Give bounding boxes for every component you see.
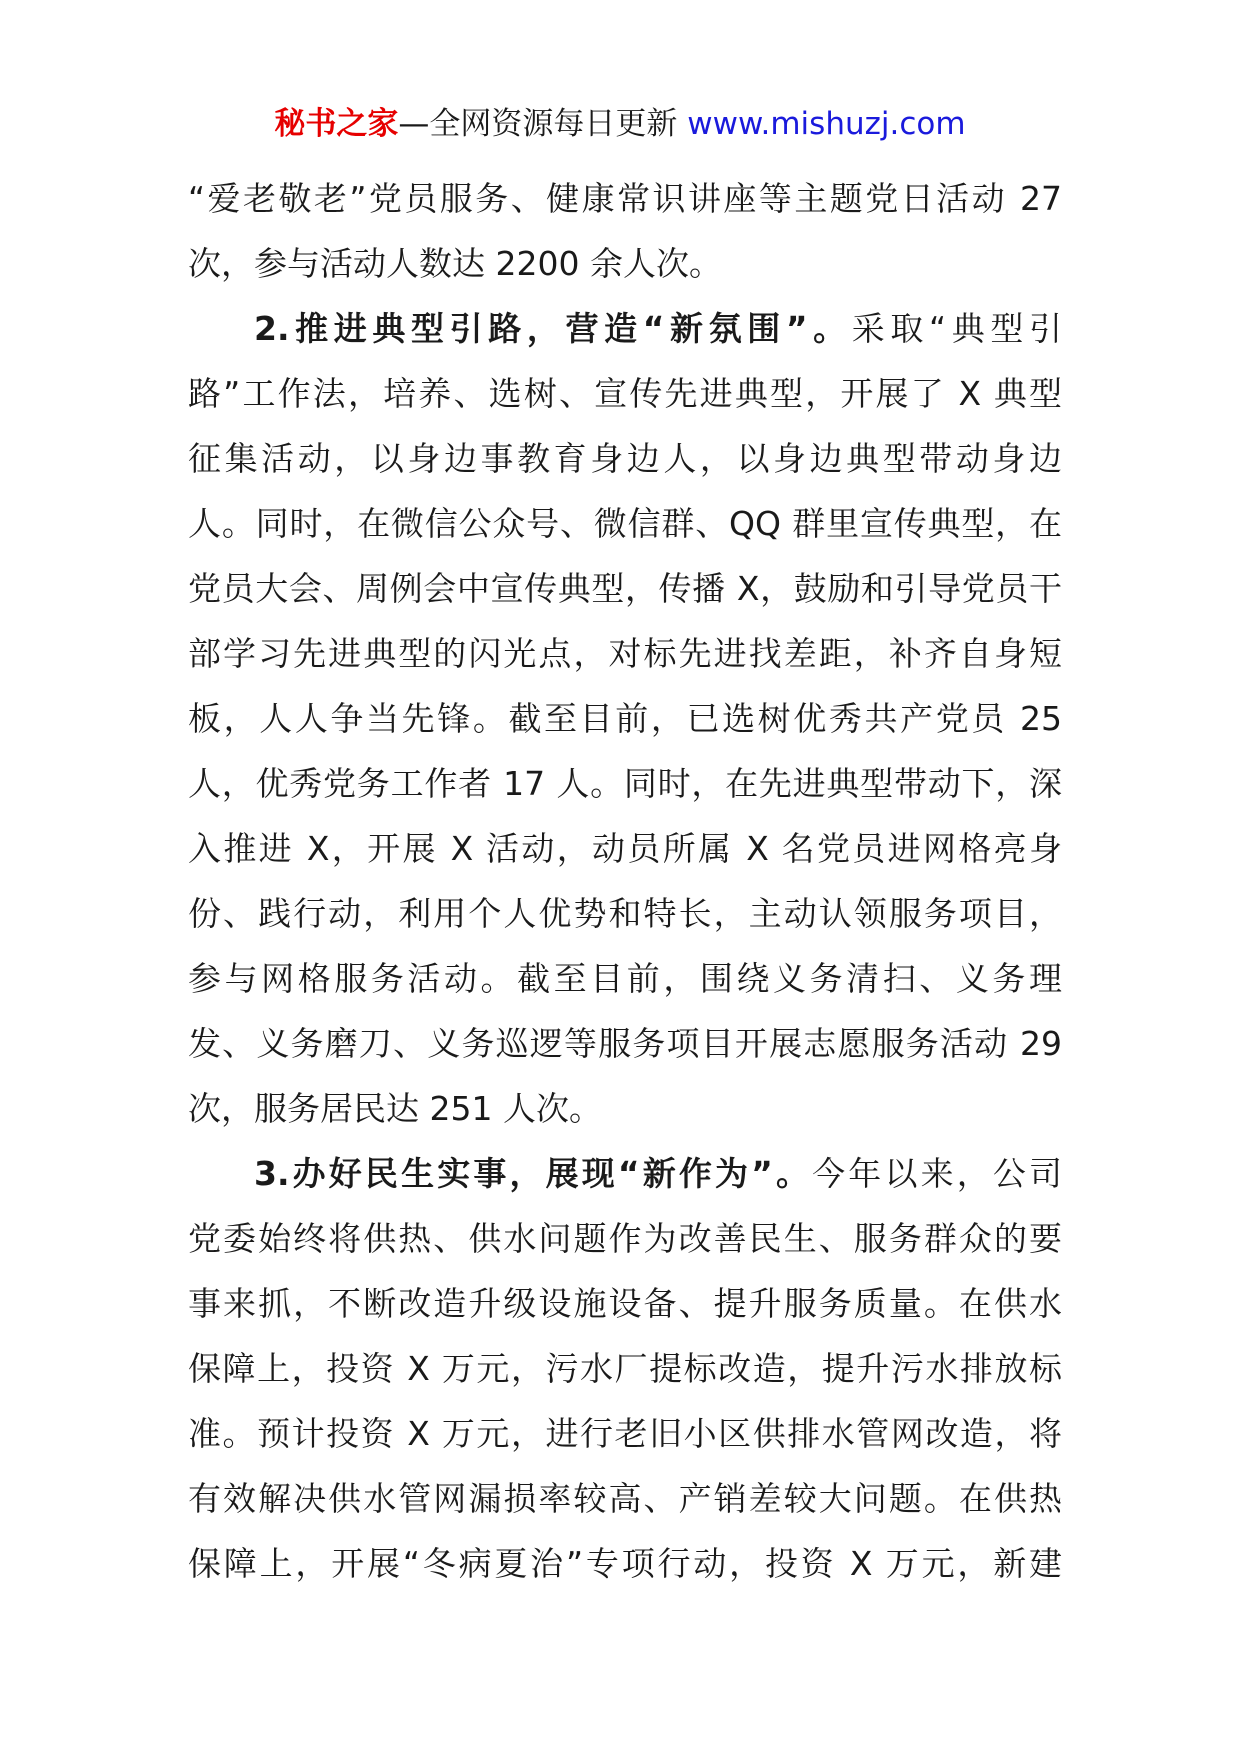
site-brand: 秘书之家 — [274, 106, 399, 142]
text-line: 保障上，开展“冬病夏治”专项行动，投资 X 万元，新建 — [188, 1544, 1062, 1583]
section-heading-3: 3.办好民生实事，展现“新作为”。 — [254, 1154, 813, 1193]
site-watermark-header — [0, 102, 1240, 146]
paragraph-1 — [188, 296, 1062, 1141]
text-line: 次，参与活动人数达 2200 余人次。 — [188, 244, 722, 283]
paragraph-2 — [188, 1141, 1062, 1596]
section-heading-2: 2.推进典型引路，营造“新氛围”。 — [254, 309, 852, 348]
text-line: 发、义务磨刀、义务巡逻等服务项目开展志愿服务活动 29 — [188, 1024, 1062, 1063]
text-line — [188, 296, 1062, 361]
text-line: 党员大会、周例会中宣传典型，传播 X，鼓励和引导党员干 — [188, 569, 1062, 608]
text-line: 准。预计投资 X 万元，进行老旧小区供排水管网改造，将 — [188, 1414, 1062, 1453]
site-url: www.mishuzj.com — [687, 106, 966, 142]
text-line: 人。同时，在微信公众号、微信群、QQ 群里宣传典型，在 — [188, 504, 1062, 543]
text-line: 有效解决供水管网漏损率较高、产销差较大问题。在供热 — [188, 1479, 1062, 1518]
text-line: 路”工作法，培养、选树、宣传先进典型，开展了 X 典型 — [188, 374, 1062, 413]
site-tagline: —全网资源每日更新 — [398, 106, 688, 142]
text-line: 入推进 X，开展 X 活动，动员所属 X 名党员进网格亮身 — [188, 829, 1062, 868]
text-line: 份、践行动，利用个人优势和特长，主动认领服务项目， — [188, 894, 1062, 933]
text-line: 事来抓，不断改造升级设施设备、提升服务质量。在供水 — [188, 1284, 1062, 1323]
document-body — [188, 166, 1062, 1596]
text-line — [188, 1141, 1062, 1206]
paragraph-0 — [188, 166, 1062, 296]
heading-continuation: 采取“典型引 — [851, 309, 1062, 348]
text-line: 次，服务居民达 251 人次。 — [188, 1089, 602, 1128]
text-line: “爱老敬老”党员服务、健康常识讲座等主题党日活动 27 — [188, 179, 1062, 218]
text-line: 板，人人争当先锋。截至目前，已选树优秀共产党员 25 — [188, 699, 1062, 738]
text-line: 保障上，投资 X 万元，污水厂提标改造，提升污水排放标 — [188, 1349, 1062, 1388]
text-line: 征集活动，以身边事教育身边人，以身边典型带动身边 — [188, 439, 1062, 478]
text-line: 党委始终将供热、供水问题作为改善民生、服务群众的要 — [188, 1219, 1062, 1258]
heading-continuation: 今年以来，公司 — [812, 1154, 1063, 1193]
text-line: 部学习先进典型的闪光点，对标先进找差距，补齐自身短 — [188, 634, 1062, 673]
text-line: 人，优秀党务工作者 17 人。同时，在先进典型带动下，深 — [188, 764, 1062, 803]
text-line: 参与网格服务活动。截至目前，围绕义务清扫、义务理 — [188, 959, 1062, 998]
